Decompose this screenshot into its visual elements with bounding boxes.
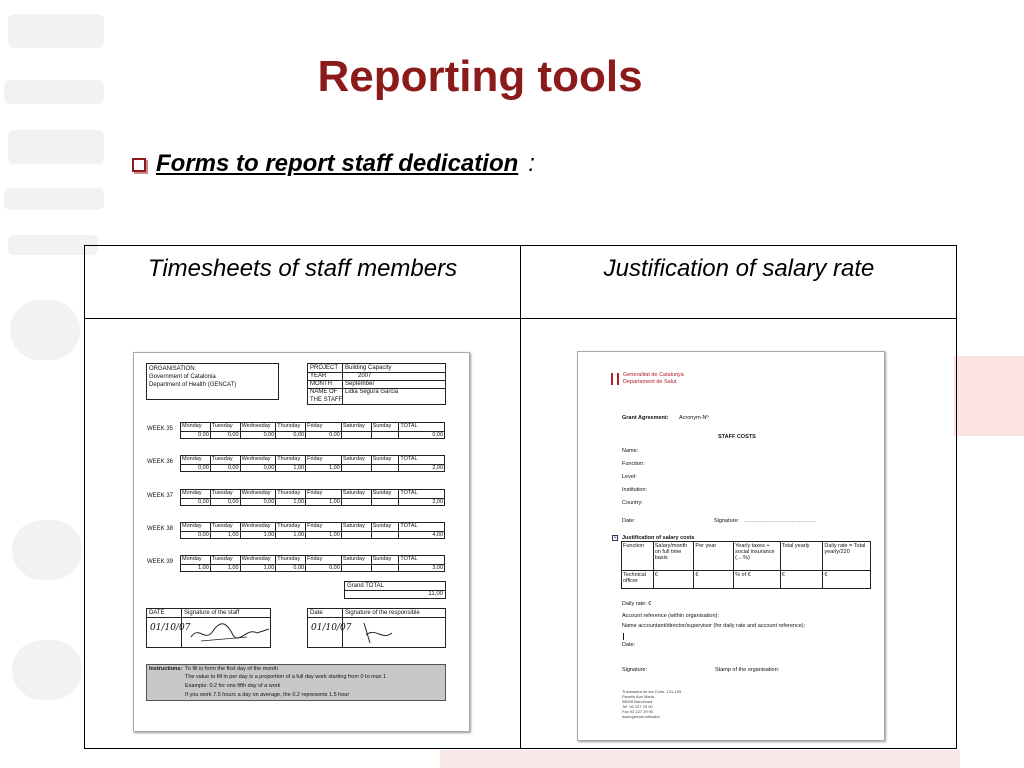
level-field-label: Level: [622, 474, 637, 480]
day-value: 1,00 [306, 499, 342, 506]
day-value: 0,00 [306, 432, 342, 439]
date2-label: Date: [622, 642, 636, 648]
bullet-row [132, 150, 535, 178]
day-value [372, 499, 400, 506]
day-header: TOTAL [400, 556, 418, 562]
day-header: Wednesday [241, 490, 277, 498]
day-header: Sunday [372, 523, 400, 531]
table-row [181, 456, 444, 464]
month-value: September [345, 381, 375, 387]
day-header: Monday [181, 490, 211, 498]
day-value: 0,00 [181, 499, 211, 506]
logo-line1: Generalitat de Catalunya [623, 372, 684, 378]
day-value: 0,00 [181, 465, 211, 472]
day-value: 1,00 [276, 499, 306, 506]
daily-rate-label: Daily rate: € [622, 601, 652, 607]
day-value [342, 499, 372, 506]
day-header: TOTAL [400, 456, 418, 462]
day-value: 1,00 [211, 565, 241, 572]
day-value: 0,00 [276, 565, 306, 572]
header-salary: Justification of salary rate [603, 255, 875, 282]
month-label: MONTH [310, 381, 332, 387]
day-value [372, 432, 400, 439]
handwritten-date-2: 01/10/07 [311, 623, 352, 633]
project-label: PROJECT [310, 365, 339, 371]
handwritten-date-1: 01/10/07 [150, 623, 191, 633]
day-value: 2,00 [432, 465, 444, 471]
logo-line2: Departament de Salut [623, 379, 677, 385]
day-header: Monday [181, 523, 211, 531]
table-row [181, 498, 444, 506]
day-header: Saturday [342, 523, 372, 531]
day-value [342, 432, 372, 439]
day-value: 0,00 [276, 432, 306, 439]
signature-dots: ............................................... [744, 518, 816, 524]
day-header: Tuesday [211, 490, 241, 498]
year-value: 2007 [358, 373, 372, 379]
day-value: 1,00 [241, 565, 277, 572]
staff-signature-icon [187, 619, 271, 647]
gencat-logo-icon [611, 373, 619, 385]
cell-euro: € [694, 571, 734, 589]
day-value: 0,00 [306, 565, 342, 572]
name-value: Lidia Segura Garcia [345, 389, 399, 395]
week-grid [180, 489, 445, 506]
staff-costs-title: STAFF COSTS [718, 434, 756, 440]
day-header: Sunday [372, 423, 400, 431]
col-function: Function [622, 542, 654, 570]
table-row [181, 556, 444, 564]
row-technical-officer: Technical officer [622, 571, 654, 589]
salary-document [577, 351, 885, 741]
expand-icon: + [613, 535, 617, 541]
day-value [372, 465, 400, 472]
name-label-2: THE STAFF [310, 397, 343, 403]
day-header: Wednesday [241, 556, 277, 564]
grand-total-box [344, 581, 446, 599]
org-label: ORGANISATION: [149, 366, 197, 372]
table-row [181, 423, 444, 431]
day-header: Tuesday [211, 423, 241, 431]
week-label: WEEK 37 [147, 493, 174, 499]
day-value: 2,00 [432, 499, 444, 505]
day-header: Monday [181, 456, 211, 464]
col-daily: Daily rate = Total yearly/220 [824, 543, 866, 555]
grand-total-label: Grand TOTAL [347, 583, 385, 589]
table-header-right [521, 246, 957, 319]
instr-line-2: The value to fill in per day is a proportion of a full day work starting from 0 to max 1 [185, 674, 387, 680]
day-value [372, 565, 400, 572]
day-header: Thursday [276, 456, 306, 464]
day-value: 1,00 [181, 565, 211, 572]
instructions-box [146, 664, 446, 701]
table-header-left [85, 246, 521, 319]
day-header: Wednesday [241, 456, 277, 464]
day-header: Thursday [276, 423, 306, 431]
week-grid [180, 455, 445, 472]
table-row [181, 464, 444, 472]
day-header: Saturday [342, 556, 372, 564]
bullet-colon: : [528, 150, 535, 177]
table-row [181, 431, 444, 439]
week-grid [180, 522, 445, 539]
day-header: Thursday [276, 490, 306, 498]
background-band [954, 356, 1024, 436]
col-peryear: Per year [694, 542, 734, 570]
week-label: WEEK 36 [147, 459, 174, 465]
day-header: TOTAL [400, 423, 418, 429]
day-value: 1,00 [211, 532, 241, 539]
day-header: Tuesday [211, 556, 241, 564]
table-cell-timesheet [85, 319, 521, 749]
day-header: Saturday [342, 423, 372, 431]
day-header: Wednesday [241, 523, 277, 531]
table-row [622, 571, 870, 589]
text-cursor [623, 633, 624, 640]
salary-costs-table [621, 541, 871, 589]
day-header: Friday [306, 456, 342, 464]
org-line1: Government of Catalonia [149, 374, 216, 380]
day-value: 0,00 [432, 432, 444, 438]
footer-line-3: 08028 Barcelona [622, 699, 653, 704]
day-value: 1,00 [306, 465, 342, 472]
project-box [307, 363, 446, 405]
day-value: 0,00 [181, 532, 211, 539]
day-header: Sunday [372, 456, 400, 464]
day-header: Monday [181, 556, 211, 564]
day-header: Tuesday [211, 456, 241, 464]
day-header: Friday [306, 523, 342, 531]
date-field-label: Date: [622, 518, 636, 524]
institution-field-label: Institution: [622, 487, 648, 493]
instr-line-3: Example: 0.2 for one fifth day of a work [185, 683, 281, 689]
week-label: WEEK 38 [147, 526, 174, 532]
day-value [372, 532, 400, 539]
bullet-text: Forms to report staff dedication [156, 150, 519, 177]
timesheet-document [133, 352, 470, 732]
function-field-label: Function: [622, 461, 645, 467]
grant-value: Acronym-Nº [679, 415, 709, 421]
table-row [181, 490, 444, 498]
week-label: WEEK 35 [147, 426, 174, 432]
col-taxes: Yearly taxes + social insurance (....%) [734, 542, 781, 570]
cell-euro: € [654, 571, 695, 589]
day-header: Wednesday [241, 423, 277, 431]
grand-total-value: 11,00 [428, 591, 443, 597]
day-value [342, 565, 372, 572]
day-value: 0,00 [211, 499, 241, 506]
name-field-label: Name: [622, 448, 639, 454]
forms-table [84, 245, 957, 749]
instr-line-1: To fill in form the first day of the month [185, 666, 278, 672]
day-header: Tuesday [211, 523, 241, 531]
day-value: 3,00 [432, 565, 444, 571]
table-cell-salary [521, 319, 957, 749]
day-header: Saturday [342, 456, 372, 464]
day-header: Thursday [276, 523, 306, 531]
name-label-1: NAME OF [310, 389, 338, 395]
slide-title: Reporting tools [317, 52, 643, 101]
header-timesheets: Timesheets of staff members [147, 255, 458, 282]
footer-line-6: www.gencat.cat/salut [622, 714, 660, 719]
project-value: Building Capacity [345, 365, 392, 371]
footer-line-4: Tel. 93 227 29 00 [622, 704, 653, 709]
day-value: 0,00 [241, 432, 277, 439]
footer-line-1: Travessera de les Corts, 131-159 [622, 689, 682, 694]
col-salary: Salary/month on full time basis [654, 542, 695, 570]
week-label: WEEK 39 [147, 559, 174, 565]
stamp-label: Stamp of the organisation: [715, 667, 780, 673]
col-total: Total yearly [781, 542, 824, 570]
day-header: TOTAL [400, 523, 418, 529]
cell-euro: € [824, 572, 828, 578]
instr-label: Instructions: [149, 666, 183, 672]
year-label: YEAR [310, 373, 327, 379]
sig-staff-label: Signature of the staff [184, 610, 240, 616]
sig-resp-label: Signature of the responsible [345, 610, 420, 616]
country-field-label: Country: [622, 500, 643, 506]
day-value: 0,00 [211, 465, 241, 472]
account-ref-label: Account reference (within organisation): [622, 613, 719, 619]
day-value: 1,00 [241, 532, 277, 539]
instr-line-4: If you work 7.5 hours a day on average, the 0.2 represents 1.5 hour [185, 692, 350, 698]
background-band-bottom [440, 750, 960, 768]
cell-euro: € [781, 571, 824, 589]
date-label-2: Date [310, 610, 323, 616]
day-value: 4,00 [432, 532, 444, 538]
organisation-box [146, 363, 279, 400]
day-header: Friday [306, 490, 342, 498]
signature2-label: Signature: [622, 667, 648, 673]
day-header: Monday [181, 423, 211, 431]
accountant-label: Name accountant/director/supervisor (for daily rate and account reference): [622, 623, 806, 629]
footer-line-2: Pavelló Ave Maria [622, 694, 654, 699]
day-value: 1,00 [306, 532, 342, 539]
table-row [181, 523, 444, 531]
day-value: 0,00 [241, 499, 277, 506]
square-bullet-icon [132, 158, 146, 172]
day-header: Sunday [372, 490, 400, 498]
week-grid [180, 555, 445, 572]
day-header: Saturday [342, 490, 372, 498]
day-value [342, 532, 372, 539]
org-line2: Department of Health (GENCAT) [149, 382, 237, 388]
footer-line-5: Fax 93 227 29 90 [622, 709, 654, 714]
responsible-signature-box [307, 608, 446, 648]
day-header: Friday [306, 423, 342, 431]
table-row [622, 542, 870, 571]
responsible-signature-icon [358, 619, 398, 647]
day-value: 0,00 [211, 432, 241, 439]
day-header: Sunday [372, 556, 400, 564]
staff-signature-box [146, 608, 271, 648]
day-value: 0,00 [181, 432, 211, 439]
day-value: 0,00 [241, 465, 277, 472]
day-value: 1,00 [276, 532, 306, 539]
date-label: DATE [149, 610, 165, 616]
day-header: TOTAL [400, 490, 418, 496]
table-row [181, 531, 444, 539]
day-header: Friday [306, 556, 342, 564]
cell-pct-euro: % of € [734, 571, 781, 589]
day-header: Thursday [276, 556, 306, 564]
day-value [342, 465, 372, 472]
grant-label: Grant Agreement: [622, 415, 669, 421]
justif-title: Justification of salary costs [622, 535, 695, 541]
table-row [181, 564, 444, 572]
signature-field-label: Signature: [714, 518, 740, 524]
day-value: 1,00 [276, 465, 306, 472]
week-grid [180, 422, 445, 439]
